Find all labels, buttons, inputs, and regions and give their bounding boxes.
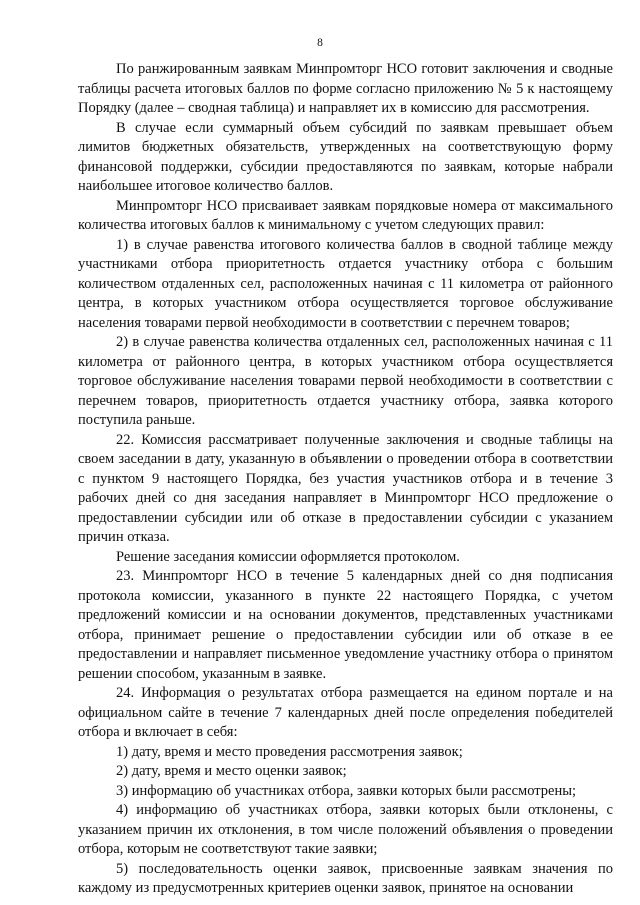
paragraph-commission-protocol: Решение заседания комиссии оформляется протоколом. [116,548,460,565]
paragraph-item-24: 24. Информация о результатах отбора размещается на едином портале и на официальном сайте в течение 7 календарных дней после определения победителей отбора и включает в себя: [78,685,613,740]
paragraph-item-22: 22. Комиссия рассматривает полученные заключения и сводные таблицы на своем заседании в дату, указанную в объявлении о проведении отбора в соответствии с пунктом 9 настоящего Порядка, без участия участников отбора и в течение 3 рабочих дней со дня заседания направляет в Минпромторг НСО предложение о предоставлении субсидии или об отказе в предоставлении субсидии с указанием причин отказа. [78,431,613,545]
paragraph-ordering-rules: Минпромторг НСО присваивает заявкам порядковые номера от максимального количества итоговых баллов к минимальному с учетом следующих правил: [78,197,613,233]
paragraph-item-24-2: 2) дату, время и место оценки заявок; [116,763,347,779]
document-body [78,60,613,899]
paragraph-ranked-applications: По ранжированным заявкам Минпромторг НСО готовит заключения и сводные таблицы расчета итоговых баллов по форме согласно приложению № 5 к настоящему Порядку (далее – сводная таблица) и направляет их в комиссию для рассмотрения. [78,61,613,116]
paragraph-item-24-1: 1) дату, время и место проведения рассмотрения заявок; [116,743,463,760]
paragraph-item-24-3: 3) информацию об участниках отбора, заявки которых были рассмотрены; [116,782,577,799]
page-number: 8 [317,37,323,49]
paragraph-subsidy-limits: В случае если суммарный объем субсидий по заявкам превышает объем лимитов бюджетных обязательств, утвержденных на соответствующую форму финансовой поддержки, субсидии предоставляются по заявкам, которые набрали наибольшее итоговое количество баллов. [78,119,613,194]
paragraph-item-23: 23. Минпромторг НСО в течение 5 календарных дней со дня подписания протокола комиссии, указанного в пункте 22 настоящего Порядка, с учетом предложений комиссии и на основании документов, представленных участниками отбора, принимает решение о предоставлении субсидии или об отказе в ее предоставлении и направляет письменное уведомление участнику отбора о принятом решении способом, указанным в заявке. [78,568,613,682]
paragraph-rule-1: 1) в случае равенства итогового количества баллов в сводной таблице между участниками отбора приоритетность отдается участнику отбора с большим количеством отдаленных сел, расположенных начиная с 11 километра от районного центра, в которых участником отбора осуществляется торговое обслуживание населения товарами первой необходимости в соответствии с перечнем товаров; [78,236,613,331]
paragraph-item-24-4: 4) информацию об участниках отбора, заявки которых были отклонены, с указанием причин их отклонения, в том числе положений объявления о проведении отбора, которым не соответствуют такие заявки; [78,802,613,857]
paragraph-item-24-5: 5) последовательность оценки заявок, присвоенные заявкам значения по каждому из предусмотренных критериев оценки заявок, принятое на основании [78,860,613,896]
paragraph-rule-2: 2) в случае равенства количества отдаленных сел, расположенных начиная с 11 километра от районного центра, в которых участником отбора осуществляется торговое обслуживание населения товарами первой необходимости в соответствии с перечнем товаров, приоритетность отдается участнику отбора, заявка которого поступила раньше. [78,334,613,428]
